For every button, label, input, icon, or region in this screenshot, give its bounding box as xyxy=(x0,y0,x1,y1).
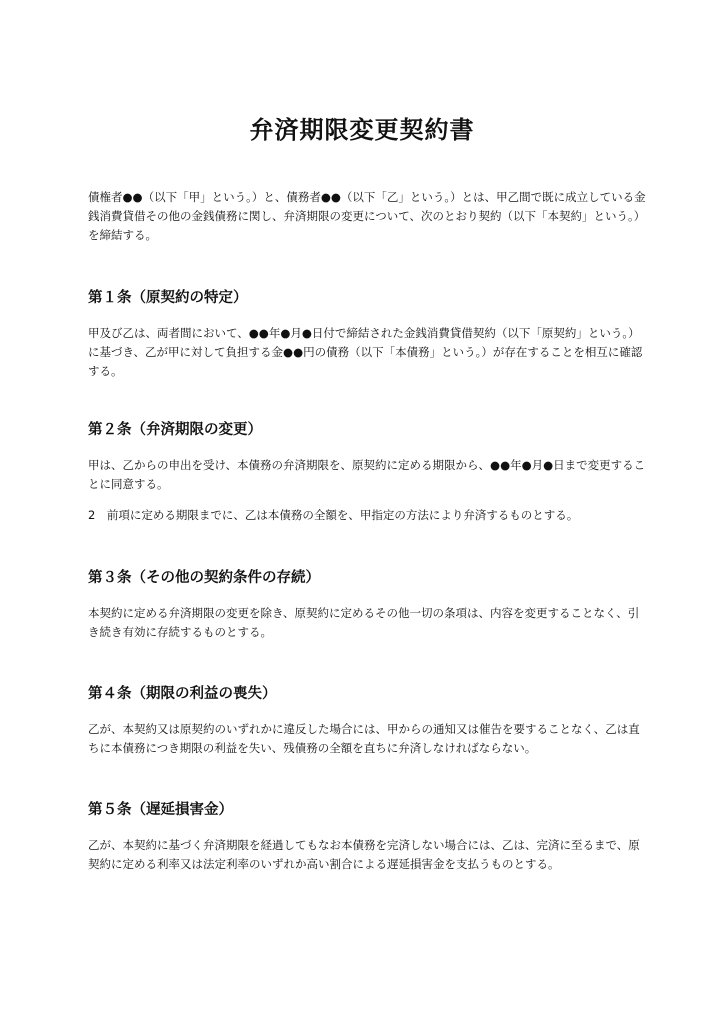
article-1 xyxy=(88,288,648,381)
document-title: 弁済期限変更契約書 xyxy=(249,116,475,144)
article-2-paragraph-2: 2 前項に定める期限までに、乙は本債務の全額を、甲指定の方法により弁済するものとする。 xyxy=(88,508,579,522)
article-1-paragraph: 甲及び乙は、両者間において、●●年●月●日付で締結された金銭消費貸借契約（以下「原契約」という。）に基づき、乙が甲に対して負担する金●●円の債務（以下「本債務」という。）が存在することを相互に確認する。 xyxy=(88,326,643,378)
article-1-heading: 第１条（原契約の特定） xyxy=(88,290,248,306)
article-3-heading: 第３条（その他の契約条件の存続） xyxy=(88,570,320,586)
article-5-heading: 第５条（遅延損害金） xyxy=(88,802,233,818)
article-4-paragraph: 乙が、本契約又は原契約のいずれかに違反した場合には、甲からの通知又は催告を要することなく、乙は直ちに本債務につき期限の利益を失い、残債務の全額を直ちに弁済しなければならない。 xyxy=(88,722,640,755)
article-3-paragraph: 本契約に定める弁済期限の変更を除き、原契約に定めるその他一切の条項は、内容を変更することなく、引き続き有効に存続するものとする。 xyxy=(88,606,640,639)
article-2-heading: 第２条（弁済期限の変更） xyxy=(88,422,262,438)
intro-paragraph: 債権者●●（以下「甲」という。）と、債務者●●（以下「乙」という。）とは、甲乙間で既に成立している金銭消費貸借その他の金銭債務に関し、弁済期限の変更について、次のとおり契約（以下「本契約」という。）を締結する。 xyxy=(88,190,646,242)
article-4-heading: 第４条（期限の利益の喪失） xyxy=(88,686,277,702)
article-4 xyxy=(88,684,648,758)
article-5-paragraph: 乙が、本契約に基づく弁済期限を経過してもなお本債務を完済しない場合には、乙は、完済に至るまで、原契約に定める利率又は法定利率のいずれか高い割合による遅延損害金を支払うものとする。 xyxy=(88,838,640,871)
article-5 xyxy=(88,800,648,874)
article-2 xyxy=(88,420,648,525)
article-2-paragraph-1: 甲は、乙からの申出を受け、本債務の弁済期限を、原契約に定める期限から、●●年●月●日まで変更することに同意する。 xyxy=(88,458,646,491)
article-3 xyxy=(88,568,648,642)
